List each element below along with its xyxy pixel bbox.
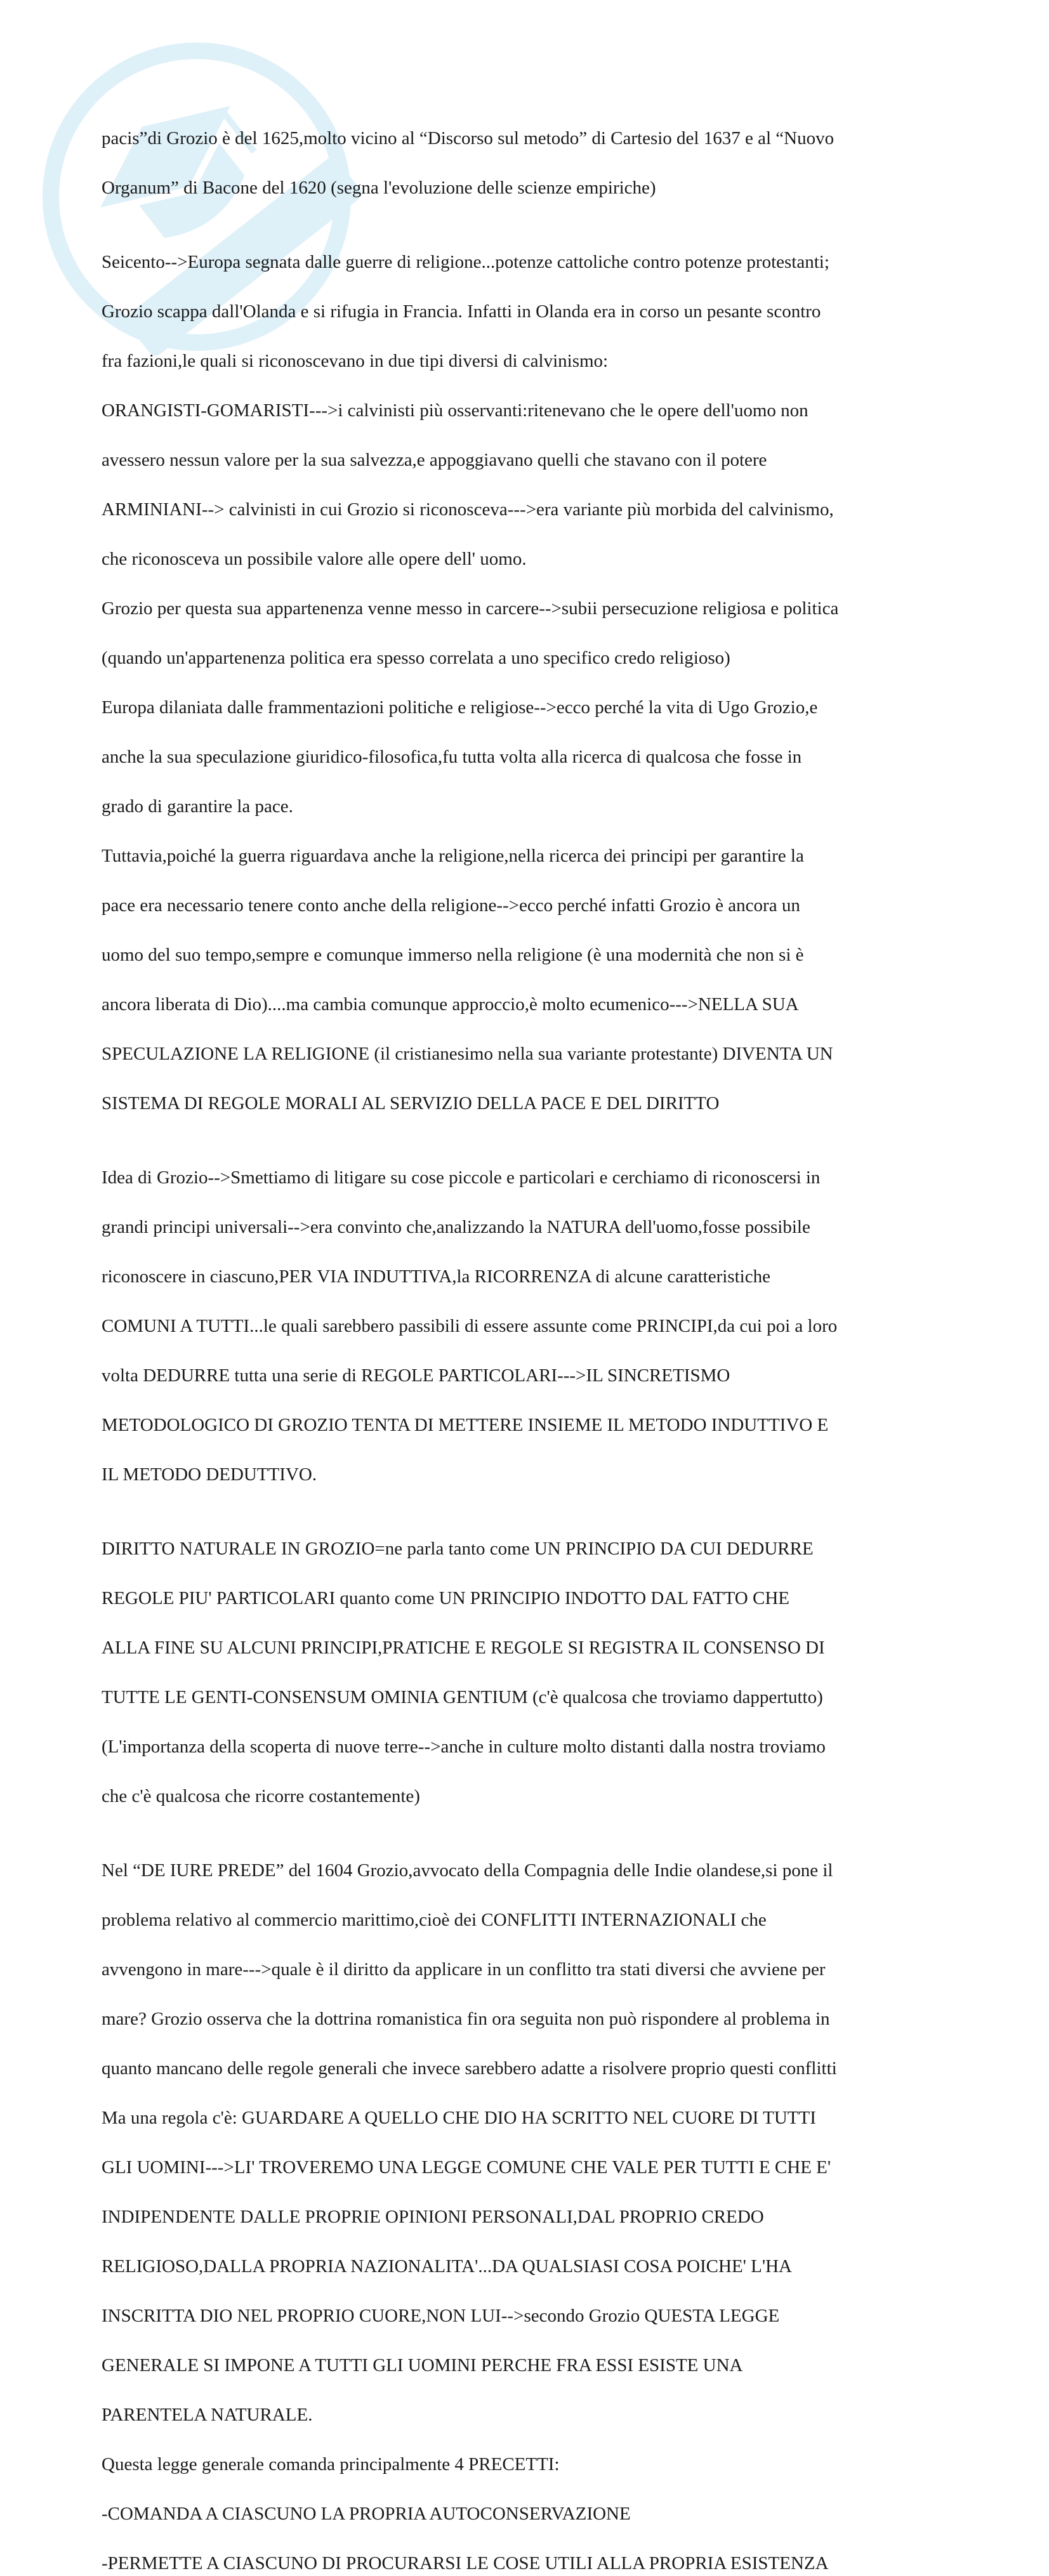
- text-line: mare? Grozio osserva che la dottrina romanistica fin ora seguita non può rispondere al problema in: [102, 2009, 830, 2029]
- text-line: quanto mancano delle regole generali che invece sarebbero adatte a risolvere proprio questi conflitti: [102, 2058, 837, 2079]
- text-line: grandi principi universali-->era convinto che,analizzando la NATURA dell'uomo,fosse possibile: [102, 1217, 810, 1237]
- text-line: pace era necessario tenere conto anche della religione-->ecco perché infatti Grozio è ancora un: [102, 895, 800, 916]
- text-line: GLI UOMINI--->LI' TROVEREMO UNA LEGGE COMUNE CHE VALE PER TUTTI E CHE E': [102, 2157, 831, 2178]
- text-line: ORANGISTI-GOMARISTI--->i calvinisti più osservanti:ritenevano che le opere dell'uomo non: [102, 400, 808, 421]
- text-line: Nel “DE IURE PREDE” del 1604 Grozio,avvocato della Compagnia delle Indie olandese,si pone il: [102, 1860, 833, 1881]
- text-line: riconoscere in ciascuno,PER VIA INDUTTIVA,la RICORRENZA di alcune caratteristiche: [102, 1266, 770, 1287]
- text-line: (L'importanza della scoperta di nuove terre-->anche in culture molto distanti dalla nostra troviamo: [102, 1737, 826, 1757]
- text-line: Seicento-->Europa segnata dalle guerre di religione...potenze cattoliche contro potenze protestanti;: [102, 252, 829, 272]
- text-line: volta DEDURRE tutta una serie di REGOLE PARTICOLARI--->IL SINCRETISMO: [102, 1365, 730, 1386]
- text-line: REGOLE PIU' PARTICOLARI quanto come UN PRINCIPIO INDOTTO DAL FATTO CHE: [102, 1588, 789, 1608]
- text-line: TUTTE LE GENTI-CONSENSUM OMINIA GENTIUM (c'è qualcosa che troviamo dappertutto): [102, 1687, 823, 1707]
- paragraph-idea-grozio: [102, 1141, 965, 1487]
- paragraph-de-iure-prede: [102, 1834, 965, 2576]
- text-line: -COMANDA A CIASCUNO LA PROPRIA AUTOCONSERVAZIONE: [102, 2504, 631, 2524]
- text-line: METODOLOGICO DI GROZIO TENTA DI METTERE INSIEME IL METODO INDUTTIVO E: [102, 1415, 829, 1435]
- text-line: SISTEMA DI REGOLE MORALI AL SERVIZIO DELLA PACE E DEL DIRITTO: [102, 1093, 720, 1114]
- text-line: ancora liberata di Dio)....ma cambia comunque approccio,è molto ecumenico--->NELLA SUA: [102, 994, 799, 1015]
- text-line: Questa legge generale comanda principalmente 4 PRECETTI:: [102, 2454, 560, 2474]
- text-line: Grozio per questa sua appartenenza venne messo in carcere-->subii persecuzione religiosa e politica: [102, 598, 839, 619]
- text-line: pacis”di Grozio è del 1625,molto vicino al “Discorso sul metodo” di Cartesio del 1637 e al “Nuovo: [102, 128, 835, 148]
- text-line: INDIPENDENTE DALLE PROPRIE OPINIONI PERSONALI,DAL PROPRIO CREDO: [102, 2207, 764, 2227]
- text-line: fra fazioni,le quali si riconoscevano in due tipi diversi di calvinismo:: [102, 351, 609, 371]
- text-line: Europa dilaniata dalle frammentazioni politiche e religiose-->ecco perché la vita di Ugo Grozio,e: [102, 697, 818, 718]
- text-line: Grozio scappa dall'Olanda e si rifugia in Francia. Infatti in Olanda era in corso un pesante scontro: [102, 301, 821, 322]
- text-line: SPECULAZIONE LA RELIGIONE (il cristianesimo nella sua variante protestante) DIVENTA UN: [102, 1044, 833, 1064]
- text-line: PARENTELA NATURALE.: [102, 2405, 313, 2425]
- text-line: Ma una regola c'è: GUARDARE A QUELLO CHE DIO HA SCRITTO NEL CUORE DI TUTTI: [102, 2108, 816, 2128]
- text-line: RELIGIOSO,DALLA PROPRIA NAZIONALITA'...DA QUALSIASI COSA POICHE' L'HA: [102, 2256, 792, 2277]
- document-body: [102, 102, 965, 2576]
- text-line: COMUNI A TUTTI...le quali sarebbero passibili di essere assunte come PRINCIPI,da cui poi a loro: [102, 1316, 838, 1336]
- text-line: che c'è qualcosa che ricorre costantemente): [102, 1786, 420, 1806]
- text-line: che riconosceva un possibile valore alle opere dell' uomo.: [102, 549, 527, 569]
- text-line: grado di garantire la pace.: [102, 796, 293, 817]
- text-line: INSCRITTA DIO NEL PROPRIO CUORE,NON LUI-->secondo Grozio QUESTA LEGGE: [102, 2306, 780, 2326]
- text-line: ALLA FINE SU ALCUNI PRINCIPI,PRATICHE E REGOLE SI REGISTRA IL CONSENSO DI: [102, 1638, 825, 1658]
- text-line: IL METODO DEDUTTIVO.: [102, 1464, 317, 1485]
- text-line: -PERMETTE A CIASCUNO DI PROCURARSI LE COSE UTILI ALLA PROPRIA ESISTENZA: [102, 2553, 829, 2573]
- text-line: DIRITTO NATURALE IN GROZIO=ne parla tanto come UN PRINCIPIO DA CUI DEDURRE: [102, 1539, 814, 1559]
- paragraph-seicento: [102, 225, 965, 1116]
- text-line: (quando un'appartenenza politica era spesso correlata a uno specifico credo religioso): [102, 648, 730, 668]
- text-line: anche la sua speculazione giuridico-filosofica,fu tutta volta alla ricerca di qualcosa che fosse in: [102, 747, 802, 767]
- text-line: uomo del suo tempo,sempre e comunque immerso nella religione (è una modernità che non si è: [102, 945, 804, 965]
- paragraph-intro: [102, 102, 965, 200]
- text-line: avvengono in mare--->quale è il diritto da applicare in un conflitto tra stati diversi che avviene per: [102, 1959, 826, 1980]
- text-line: Tuttavia,poiché la guerra riguardava anche la religione,nella ricerca dei principi per garantire la: [102, 846, 804, 866]
- text-line: ARMINIANI--> calvinisti in cui Grozio si riconosceva--->era variante più morbida del calvinismo,: [102, 499, 834, 520]
- text-line: Idea di Grozio-->Smettiamo di litigare su cose piccole e particolari e cerchiamo di riconoscersi in: [102, 1167, 821, 1188]
- paragraph-diritto-naturale: [102, 1512, 965, 1809]
- text-line: Organum” di Bacone del 1620 (segna l'evoluzione delle scienze empiriche): [102, 178, 656, 198]
- text-line: problema relativo al commercio marittimo,cioè dei CONFLITTI INTERNAZIONALI che: [102, 1910, 767, 1930]
- text-line: avessero nessun valore per la sua salvezza,e appoggiavano quelli che stavano con il potere: [102, 450, 767, 470]
- text-line: GENERALE SI IMPONE A TUTTI GLI UOMINI PERCHE FRA ESSI ESISTE UNA: [102, 2355, 743, 2376]
